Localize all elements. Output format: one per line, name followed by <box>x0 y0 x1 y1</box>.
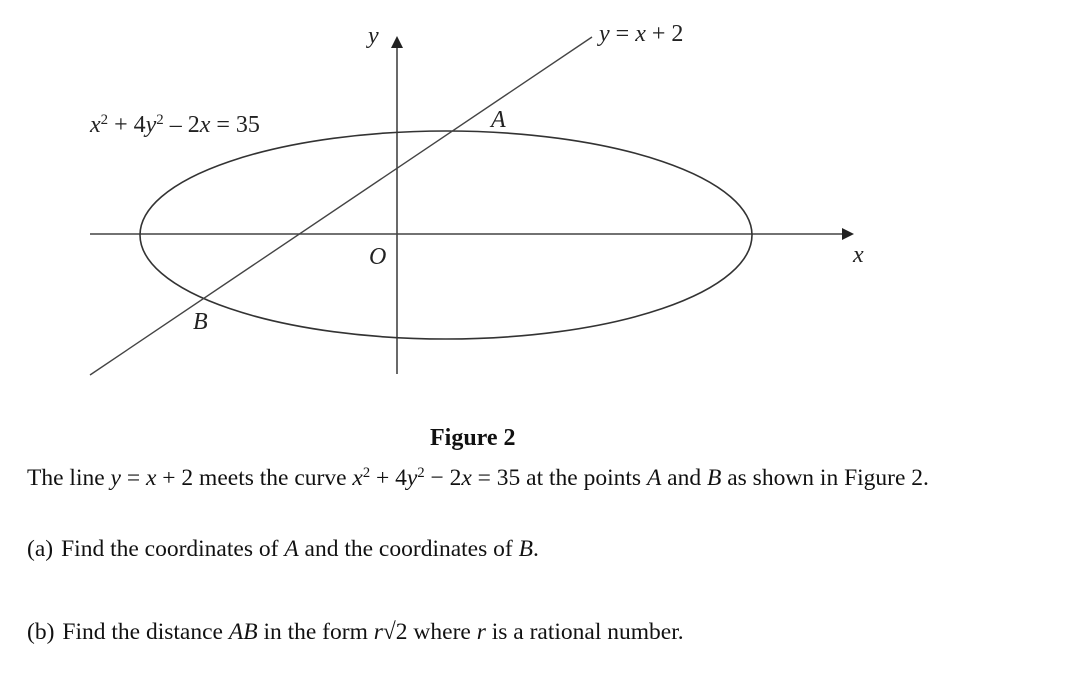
line-eq-x: x <box>635 21 646 47</box>
intro-point-a: A <box>646 465 662 491</box>
part-b-r: r <box>373 619 383 645</box>
intro-eq: = <box>120 465 146 491</box>
part-b-text-1: Find the distance <box>62 619 229 645</box>
part-b-r2: r <box>476 619 486 645</box>
point-b-label: B <box>193 309 208 335</box>
part-b-root: √2 where <box>382 619 477 645</box>
part-a-text-2: and the coordinates of <box>298 536 519 562</box>
question-part-a <box>27 538 539 562</box>
part-b-ab: AB <box>228 619 258 645</box>
part-b-text-2: in the form <box>257 619 374 645</box>
intro-text-4: as shown in Figure 2. <box>721 465 929 491</box>
intro-curve-x: x <box>352 465 363 491</box>
curve-eq-x: x <box>90 112 101 138</box>
y-axis-label: y <box>368 23 379 49</box>
curve-eq-y: y <box>145 112 157 138</box>
intro-curve-exp2: 2 <box>417 465 425 481</box>
intro-x: x <box>145 465 157 491</box>
part-b-marker: (b) <box>27 619 55 645</box>
intro-text-3: = 35 at the points <box>471 465 647 491</box>
ellipse-curve <box>140 131 752 339</box>
curve-eq-plus4: + 4 <box>108 112 146 138</box>
intro-curve-y: y <box>406 465 418 491</box>
intro-point-b: B <box>706 465 722 491</box>
x-axis-label: x <box>853 242 864 268</box>
intro-text-2: + 2 meets the curve <box>156 465 353 491</box>
part-a-point-b: B <box>518 536 533 562</box>
part-a-text-3: . <box>532 536 539 562</box>
line-eq-y: y <box>599 21 610 47</box>
part-a-point-a: A <box>284 536 299 562</box>
intro-curve-exp1: 2 <box>362 465 371 481</box>
question-intro <box>27 467 929 491</box>
intro-and: and <box>661 465 707 491</box>
curve-eq-minus2: – 2 <box>163 112 200 138</box>
line-eq-rest: + 2 <box>651 21 684 47</box>
intro-y: y <box>110 465 121 491</box>
curve-eq-exp1: 2 <box>100 111 109 128</box>
intro-curve-minus2: − 2 <box>424 465 462 491</box>
question-part-b <box>27 621 684 645</box>
part-b-text-3: is a rational number. <box>485 619 684 645</box>
line-equation-label <box>599 22 683 46</box>
part-a-marker: (a) <box>27 536 54 562</box>
origin-label: O <box>369 244 387 270</box>
curve-eq-rest: = 35 <box>210 112 260 138</box>
curve-equation-label <box>90 113 260 137</box>
intro-curve-plus4: + 4 <box>370 465 407 491</box>
intro-text-1: The line <box>27 465 111 491</box>
line-eq-equals: = <box>615 21 630 47</box>
curve-eq-x2: x <box>199 112 211 138</box>
curve-eq-exp2: 2 <box>156 111 164 128</box>
line-y-equals-x-plus-2 <box>90 37 592 375</box>
point-a-label: A <box>491 107 506 133</box>
part-a-text-1: Find the coordinates of <box>61 536 285 562</box>
intro-curve-x2: x <box>461 465 472 491</box>
figure-caption: Figure 2 <box>430 425 516 451</box>
